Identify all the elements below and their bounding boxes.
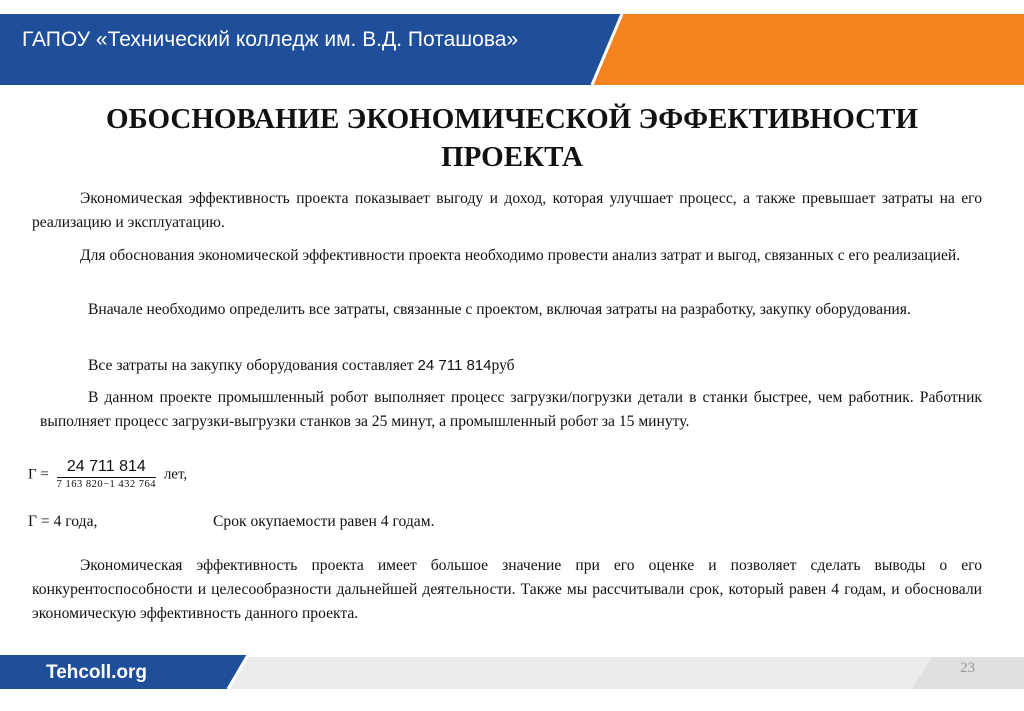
paragraph-conclusion: Экономическая эффективность проекта имеет большое значение при его оценке и позволяет сделать выводы о его конкурентоспособности и целесообразности дальнейшей деятельности. Также мы рассчитывали срок, который равен 4 годам, и обосновали экономическую эффективность данного проекта. xyxy=(32,557,982,622)
formula-fraction xyxy=(57,458,156,492)
header-title: ГАПОУ «Технический колледж им. В.Д. Поташова» xyxy=(22,28,519,51)
result-value: Г = 4 года, xyxy=(28,513,98,530)
paragraph-definition: Экономическая эффективность проекта показывает выгоду и доход, которая улучшает процесс, а также превышает затраты на его реализацию и эксплуатацию. xyxy=(32,190,982,231)
payback-formula xyxy=(28,458,187,492)
payback-statement: Срок окупаемости равен 4 годам. xyxy=(213,513,435,530)
paragraph-robot: В данном проекте промышленный робот выполняет процесс загрузки/погрузки детали в станки быстрее, чем работник. Работник выполняет процесс загрузки-выгрузки станков за 25 минут, а промышленный робот за 15 минуту. xyxy=(40,389,982,430)
paragraph-equipment-cost xyxy=(40,354,982,378)
formula-unit: лет, xyxy=(163,466,188,483)
paragraph-analysis: Для обоснования экономической эффективности проекта необходимо провести анализ затрат и выгод, связанных с его реализацией. xyxy=(80,247,961,264)
footer-site-link[interactable]: Tehcoll.org xyxy=(46,662,147,683)
page-number: 23 xyxy=(960,660,975,676)
equipment-cost-currency: руб xyxy=(491,357,515,374)
equipment-cost-amount: 24 711 814 xyxy=(417,357,492,374)
formula-denominator: 7 163 820−1 432 764 xyxy=(56,479,157,490)
header-banner xyxy=(0,0,1024,85)
footer-background xyxy=(0,655,1024,711)
slide-title-line-2: ПРОЕКТА xyxy=(441,141,583,173)
footer-banner xyxy=(0,655,1024,711)
header-orange-band xyxy=(570,14,1024,85)
paragraph-costs: Вначале необходимо определить все затраты, связанные с проектом, включая затраты на разработку, закупку оборудования. xyxy=(88,301,911,318)
slide-title-line-1: ОБОСНОВАНИЕ ЭКОНОМИЧЕСКОЙ ЭФФЕКТИВНОСТИ xyxy=(105,103,919,135)
slide-title xyxy=(0,100,1024,176)
equipment-cost-prefix: Все затраты на закупку оборудования составляет xyxy=(88,357,418,374)
formula-numerator: 24 711 814 xyxy=(57,458,156,478)
formula-lhs: Г = xyxy=(28,466,49,483)
